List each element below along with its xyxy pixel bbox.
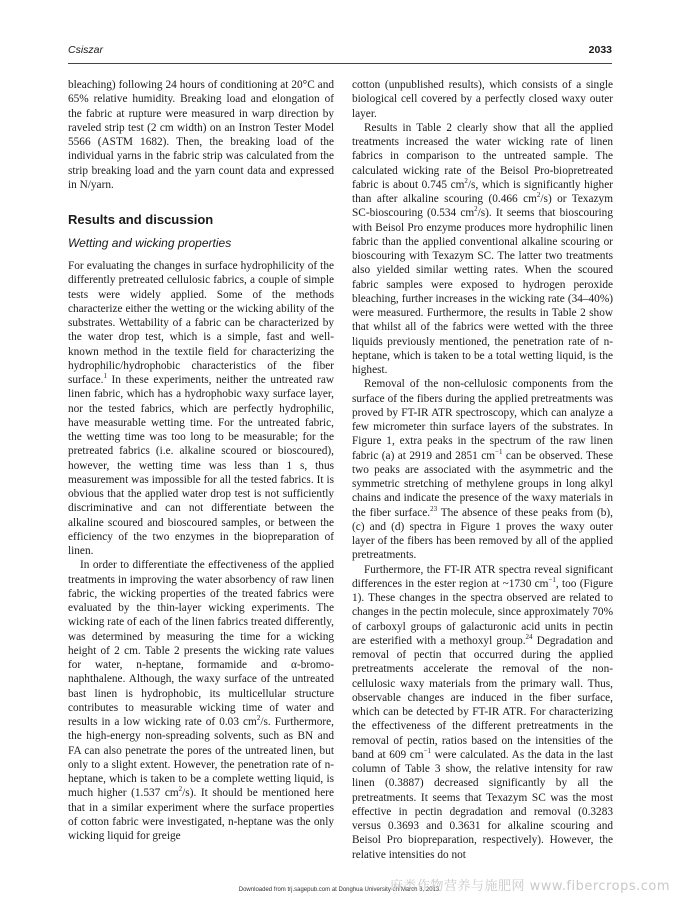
paragraph: cotton (unpublished results), which consists of a single biological cell covered by a perfectly closed waxy outer layer. [352,79,613,120]
subsection-heading: Wetting and wicking properties [68,236,232,250]
paragraph: Results in Table 2 clearly show that all the applied treatments increased the water wicking rate of linen fabrics in comparison to the untreated sample. The calculated wicking rate of the Beisol Pro-biopretreated fabric is about 0.745 $cm^2/s$, which is significantly higher than after alkaline scouring (0.466 $cm^2/s$) or Texazym SC-bioscouring (0.534 $cm^2/s$). It seems that bioscouring with Beisol Pro enzyme produces more hydrophilic linen fabric than the applied conventional alkaline scouring or bioscouring with Texazym SC. The latter two treatments also yielded similar wetting rates. When the scoured fabric samples were exposed to hydrogen peroxide bleaching, further increases in the wicking rate (34–40%) were measured. Furthermore, the results in Table 2 show that whilst all of the fabrics were wetted with the three liquids previously mentioned, the penetration rate of n-heptane, which is taken to be a total wetting liquid, is the highest. [352,121,613,376]
page-number: 2033 [588,44,612,56]
paragraph: For evaluating the changes in surface hydrophilicity of the differently pretreated cellulosic fabrics, a couple of simple tests were widely applied. Some of the methods characterize either the wetting or the wicking ability of the substrates. Wettability of a fabric can be characterized by the water drop test, which is a simple, fast and well-known method in the textile field for characterizing the hydrophilic/hydrophobic characteristics of the fiber surface.$^1$ In these experiments, neither the untreated raw linen fabric, which has a hydrophobic waxy surface layer, nor the tested fabrics, which are perfectly hydrophilic, have measurable wetting time. For the untreated fabric, the wetting time was too long to be measurable; for the pretreated fabrics (i.e. alkaline scoured or bioscoured), however, the wetting time was less than 1 s, thus measurement was impossible for all the tested fabrics. It is obvious that the applied water drop test is not sufficiently discriminative and can not differentiate between the alkaline scoured and bioscoured samples, or between the efficiency of the two enzymes in the biopreparation of linen. [68,260,334,557]
watermark: 麻类作物营养与施肥网 www.fibercrops.com [389,879,670,894]
paragraph: Removal of the non-cellulosic components from the surface of the fibers during the applied pretreatments was proved by FT-IR ATR spectroscopy, which can analyze a few micrometer thin surface layers of the substrates. In Figure 1, extra peaks in the spectrum of the raw linen fabric (a) at 2919 and 2851 $cm^{-1}$ can be observed. These two peaks are associated with the asymmetric and the symmetric stretching of methylene groups in long alkyl chains and indicate the presence of the waxy materials in the fiber surface.$^{23}$ The absence of these peaks from (b), (c) and (d) spectra in Figure 1 proves the waxy outer layer of the fibers has been removed by all of the applied pretreatments. [352,378,613,562]
running-header [68,44,612,62]
citation-ref: 1 [103,372,107,381]
citation-ref: 23 [430,504,438,513]
right-column [352,78,613,862]
citation-ref: 24 [525,632,533,641]
paragraph: bleaching) following 24 hours of conditioning at 20°C and 65% relative humidity. Breaking load and elongation of the fabric at rupture were measured in warp direction by raveled strip test (2 cm width) on an Instron Tester Model 5566 (ASTM 1682). Then, the breaking load of the individual yarns in the fabric strip was calculated from the strip breaking load and the yarn count data and expressed in N/yarn. [68,79,334,191]
section-heading: Results and discussion [68,212,214,227]
running-head-author: Csiszar [68,44,104,56]
paragraph: In order to differentiate the effectiveness of the applied treatments in improving the water absorbency of raw linen fabric, the wicking properties of the treated fabrics were evaluated by the thin-layer wicking experiments. The wicking rate of each of the linen fabrics treated differently, was determined by measuring the time for a wicking height of 2 cm. Table 2 presents the wicking rate values for water, n-heptane, formamide and α-bromo-naphthalene. Although, the waxy surface of the untreated bast linen is hydrophobic, its multicellular structure contributes to measurable wicking time of water and results in a low wicking rate of 0.03 $cm^2/s$. Furthermore, the high-energy non-spreading solvents, such as BN and FA can also penetrate the pores of the untreated linen, but only to a slight extent. However, the penetration rate of n-heptane, which is taken to be a complete wetting liquid, is much higher (1.537 $cm^2/s$). It should be mentioned here that in a similar experiment where the surface properties of cotton fabric were investigated, n-heptane was the only wicking liquid for greige [68,559,334,842]
header-rule [68,63,612,64]
download-footer: Downloaded from trj.sagepub.com at Donghua University on March 3, 2013 [238,887,440,893]
paragraph: Furthermore, the FT-IR ATR spectra reveal significant differences in the ester region at ~1730 $cm^{-1}$, too (Figure 1). These changes in the spectra observed are related to changes in the pectin molecule, since approximately 70% of carboxyl groups of galacturonic acid units in pectin are esterified with a methoxyl group.$^{24}$ Degradation and removal of pectin that occurred during the applied pretreatments accelerate the removal of the non-cellulosic waxy materials from the primary wall. Thus, observable changes are induced in the fiber surface, which can be detected by FT-IR ATR. For characterizing the effectiveness of the different pretreatments in the removal of pectin, ratios based on the intensities of the band at 609 $cm^{-1}$ were calculated. As the data in the last column of Table 3 show, the relative intensity for raw linen (0.3887) decreased significantly by all the pretreatments. It seems that Texazym SC was the most effective in pectin degradation and removal (0.3283 versus 0.3693 and 0.3631 for alkaline scouring and Beisol Pro biopreparation, respectively). However, the relative intensities do not [352,563,614,861]
left-column [68,78,334,843]
